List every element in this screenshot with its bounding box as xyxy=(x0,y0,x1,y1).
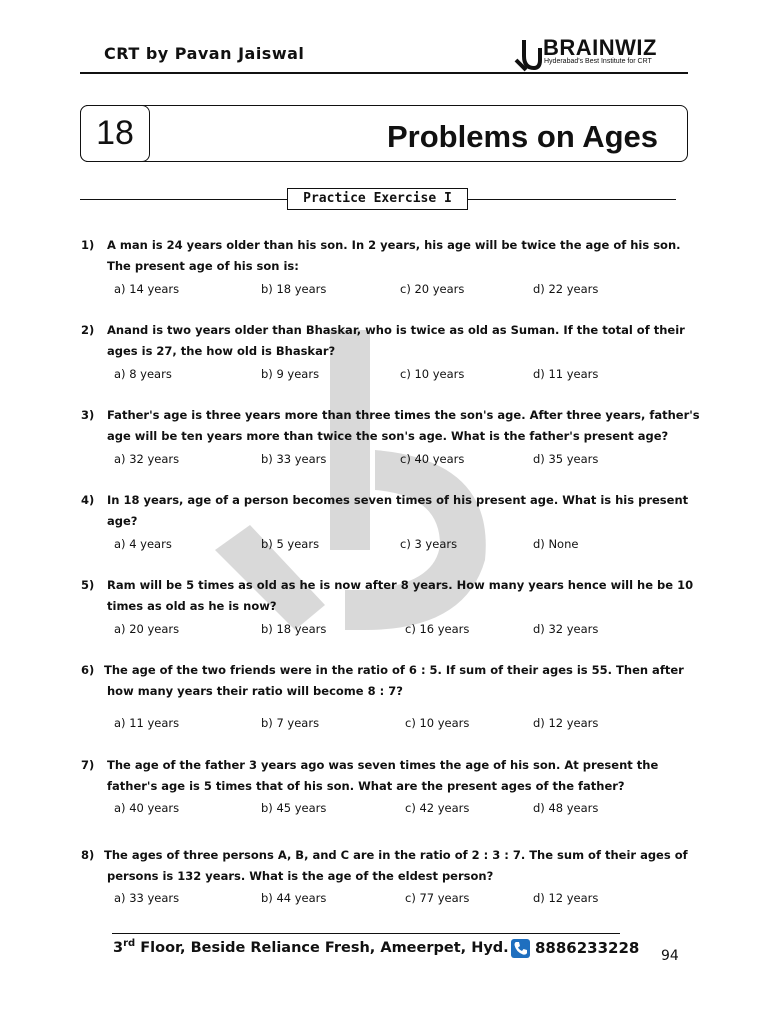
question-text: A man is 24 years older than his son. In 2 years, his age will be twice the age of his son. xyxy=(107,238,681,252)
question-text: Ram will be 5 times as old as he is now after 8 years. How many years hence will he be 10 xyxy=(107,578,694,592)
answer-option: a) 20 years xyxy=(114,622,180,636)
question-number: 2) xyxy=(81,323,95,337)
answer-option: a) 14 years xyxy=(114,282,180,296)
question-text: age? xyxy=(107,514,138,528)
question-text: In 18 years, age of a person becomes seven times of his present age. What is his present xyxy=(107,493,689,507)
answer-option: b) 9 years xyxy=(261,367,320,381)
question-text: how many years their ratio will become 8 : 7? xyxy=(107,684,403,698)
answer-option: c) 42 years xyxy=(405,801,470,815)
answer-option: d) 12 years xyxy=(533,891,599,905)
question-number: 5) xyxy=(81,578,95,592)
answer-option: c) 20 years xyxy=(400,282,465,296)
question-text: Anand is two years older than Bhaskar, who is twice as old as Suman. If the total of their xyxy=(107,323,685,337)
answer-option: c) 10 years xyxy=(400,367,465,381)
answer-option: b) 33 years xyxy=(261,452,327,466)
answer-option: a) 4 years xyxy=(114,537,172,551)
header-title: CRT by Pavan Jaiswal xyxy=(104,44,305,63)
page-number: 94 xyxy=(661,948,679,964)
answer-option: d) None xyxy=(533,537,579,551)
question-text: times as old as he is now? xyxy=(107,599,277,613)
exercise-title: Practice Exercise I xyxy=(303,191,452,206)
exercise-rule-right xyxy=(468,199,676,200)
answer-option: c) 10 years xyxy=(405,716,470,730)
question-text: The present age of his son is: xyxy=(107,259,299,273)
answer-option: c) 77 years xyxy=(405,891,470,905)
answer-option: b) 45 years xyxy=(261,801,327,815)
logo-name: BRAINWIZ xyxy=(543,35,657,60)
answer-option: a) 32 years xyxy=(114,452,180,466)
question-text: The age of the father 3 years ago was seven times the age of his son. At present the xyxy=(107,758,659,772)
answer-option: b) 5 years xyxy=(261,537,320,551)
answer-option: b) 18 years xyxy=(261,282,327,296)
question-text: Father's age is three years more than three times the son's age. After three years, father's xyxy=(107,408,700,422)
answer-option: b) 7 years xyxy=(261,716,320,730)
logo-tagline: Hyderabad's Best Institute for CRT xyxy=(544,58,652,65)
chapter-number: 18 xyxy=(96,114,134,152)
answer-option: d) 32 years xyxy=(533,622,599,636)
question-number: 3) xyxy=(81,408,95,422)
answer-option: c) 16 years xyxy=(405,622,470,636)
header-rule xyxy=(80,72,688,74)
answer-option: d) 48 years xyxy=(533,801,599,815)
footer-rule xyxy=(112,933,620,934)
question-text: persons is 132 years. What is the age of the eldest person? xyxy=(107,869,494,883)
answer-option: c) 40 years xyxy=(400,452,465,466)
question-number: 1) xyxy=(81,238,95,252)
answer-option: d) 22 years xyxy=(533,282,599,296)
question-number: 7) xyxy=(81,758,95,772)
answer-option: a) 33 years xyxy=(114,891,180,905)
footer-phone: 8886233228 xyxy=(535,939,640,957)
answer-option: d) 11 years xyxy=(533,367,599,381)
answer-option: a) 11 years xyxy=(114,716,180,730)
question-text: age will be ten years more than twice the son's age. What is the father's present age? xyxy=(107,429,669,443)
answer-option: d) 35 years xyxy=(533,452,599,466)
question-number: 4) xyxy=(81,493,95,507)
question-text: father's age is 5 times that of his son. What are the present ages of the father? xyxy=(107,779,625,793)
question-text: ages is 27, the how old is Bhaskar? xyxy=(107,344,336,358)
phone-icon xyxy=(511,939,530,958)
answer-option: c) 3 years xyxy=(400,537,458,551)
answer-option: a) 8 years xyxy=(114,367,172,381)
chapter-title: Problems on Ages xyxy=(387,119,659,154)
question-number: 6) xyxy=(81,663,95,677)
answer-option: b) 18 years xyxy=(261,622,327,636)
footer-address: 3rd Floor, Beside Reliance Fresh, Ameerpet, Hyd. xyxy=(113,938,509,956)
exercise-rule-left xyxy=(80,199,287,200)
answer-option: b) 44 years xyxy=(261,891,327,905)
question-number: 8) xyxy=(81,848,95,862)
question-text: The ages of three persons A, B, and C are in the ratio of 2 : 3 : 7. The sum of their ages of xyxy=(104,848,688,862)
question-text: The age of the two friends were in the ratio of 6 : 5. If sum of their ages is 55. Then after xyxy=(104,663,684,677)
answer-option: d) 12 years xyxy=(533,716,599,730)
answer-option: a) 40 years xyxy=(114,801,180,815)
